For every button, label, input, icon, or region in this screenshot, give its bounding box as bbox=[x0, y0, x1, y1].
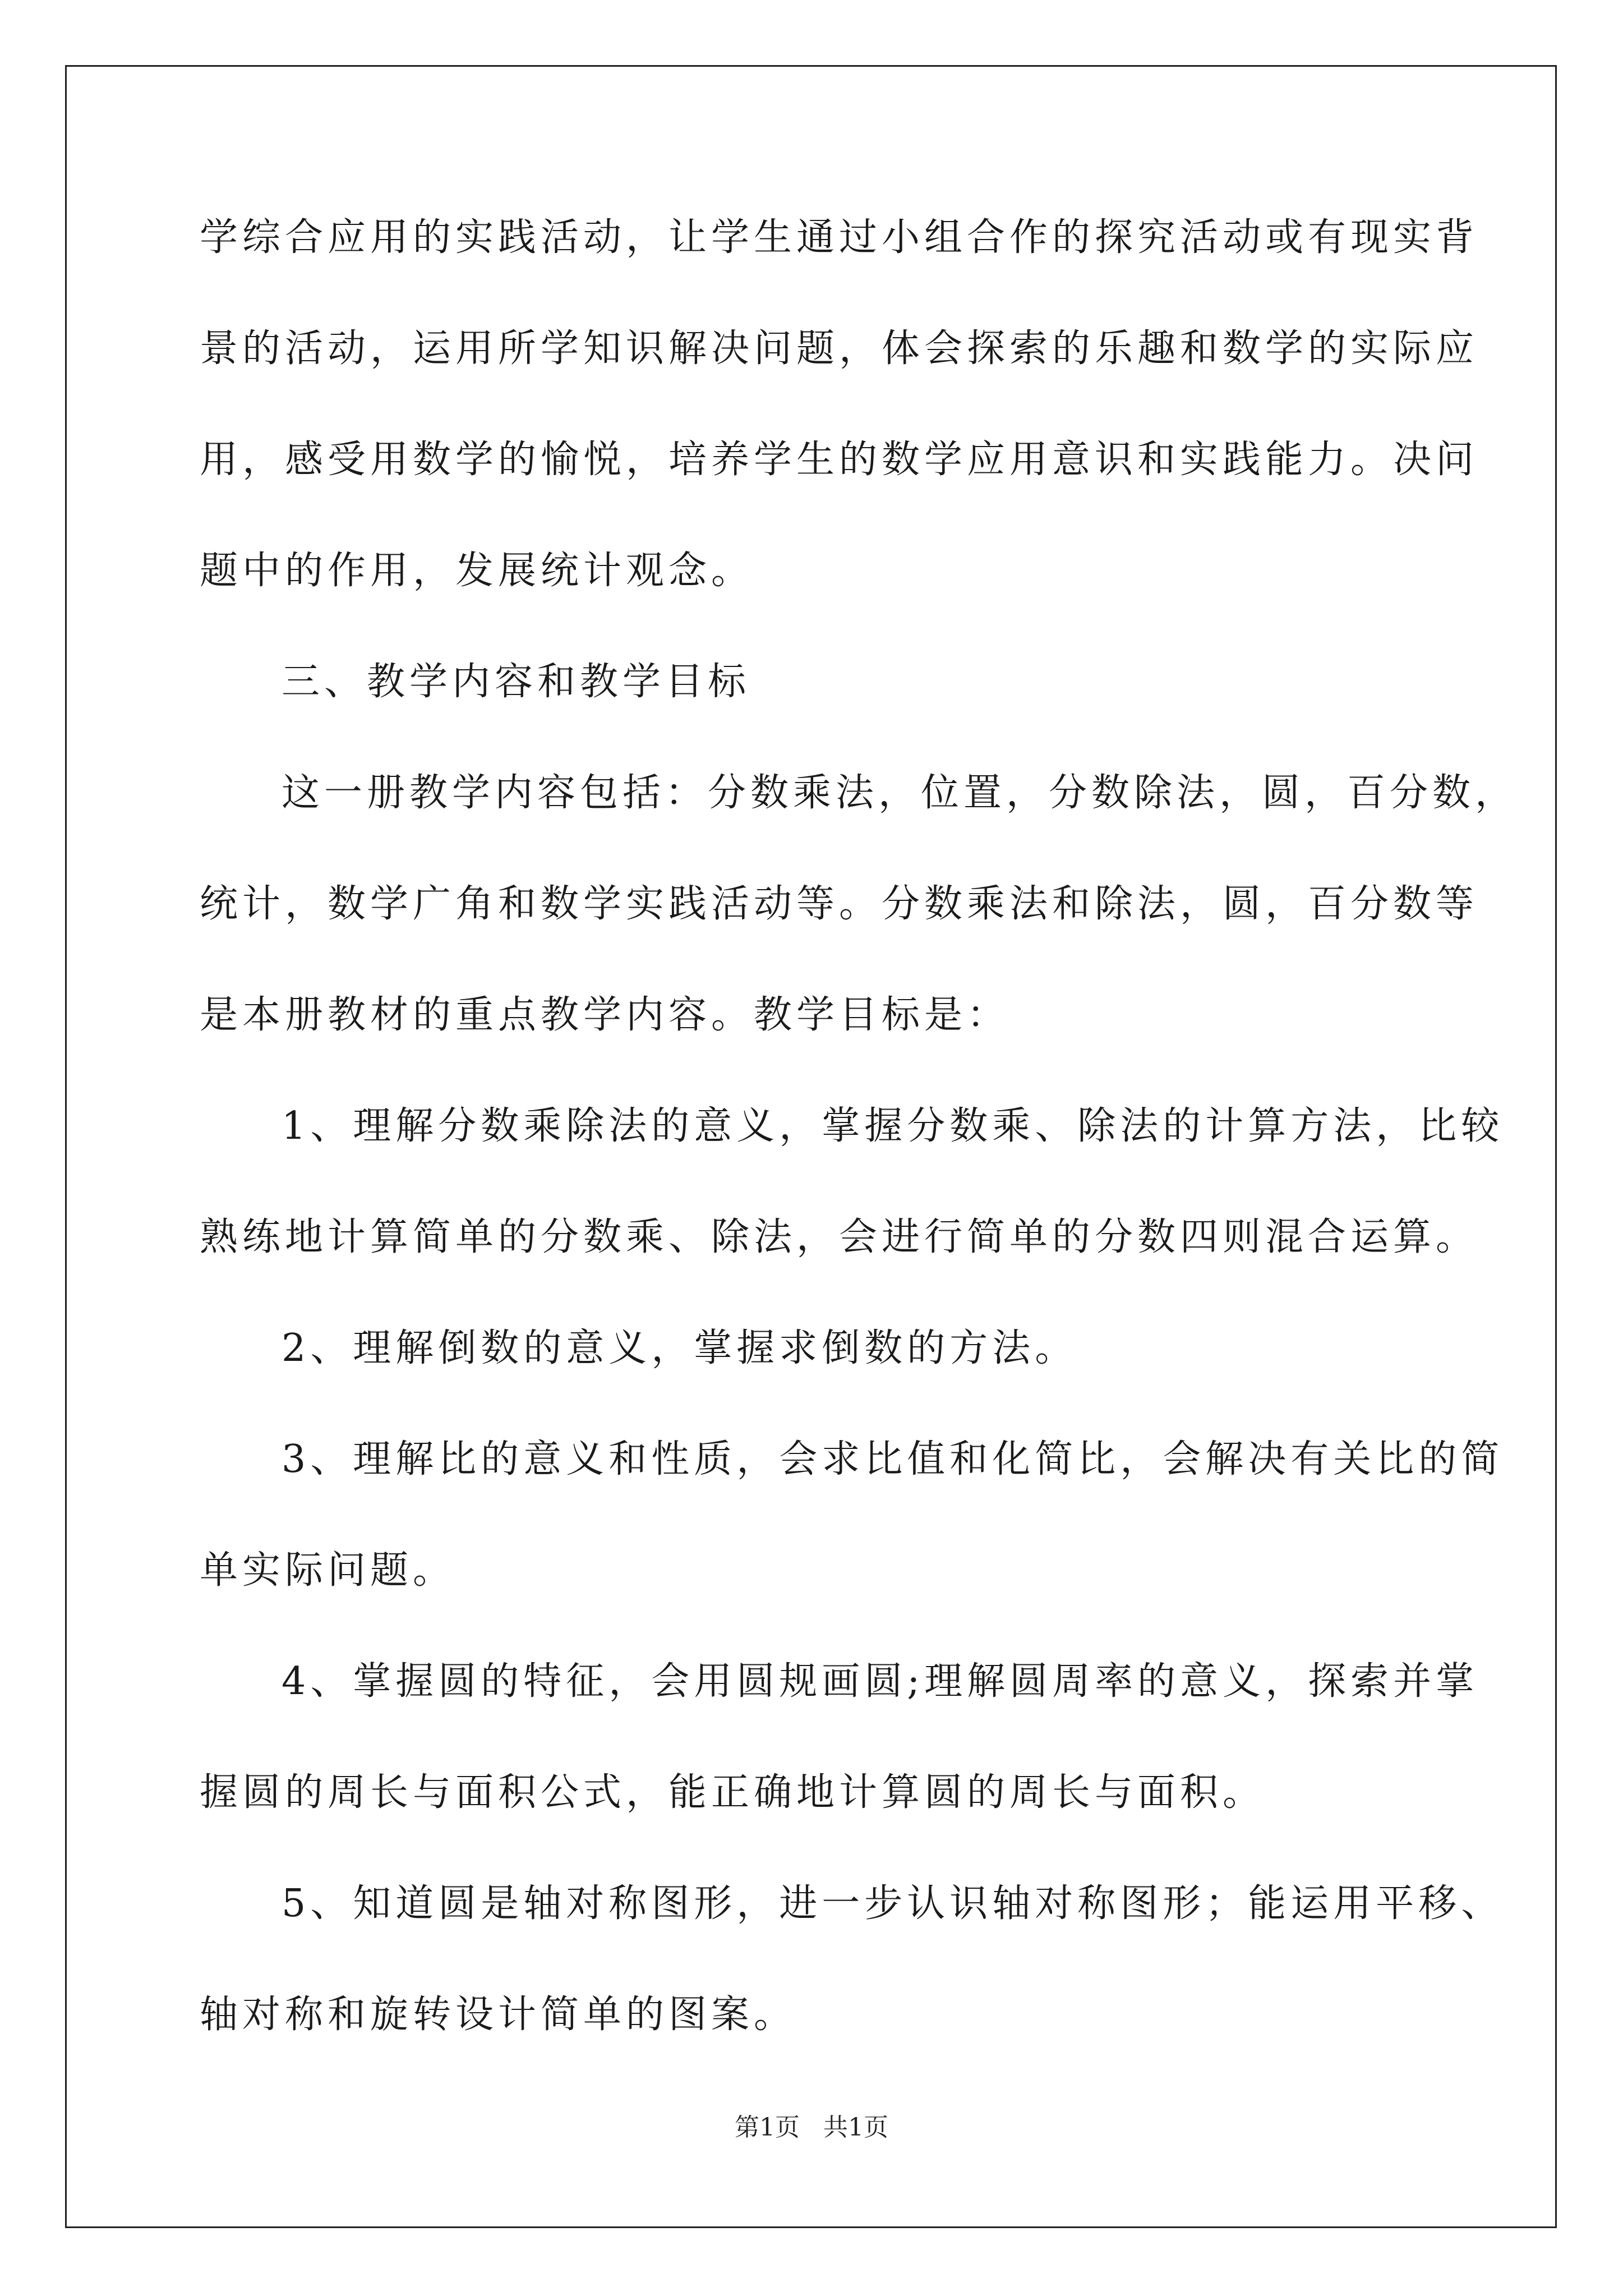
text-line: 熟练地计算简单的分数乘、除法，会进行简单的分数四则混合运算。 bbox=[200, 1215, 1479, 1259]
text-line: 三、教学内容和教学目标 bbox=[282, 660, 751, 704]
text-line: 1、理解分数乘除法的意义，掌握分数乘、除法的计算方法，比较 bbox=[282, 1104, 1504, 1148]
text-line: 景的活动，运用所学知识解决问题，体会探索的乐趣和数学的实际应 bbox=[200, 326, 1479, 371]
text-line: 2、理解倒数的意义，掌握求倒数的方法。 bbox=[282, 1326, 1078, 1370]
text-line: 学综合应用的实践活动，让学生通过小组合作的探究活动或有现实背 bbox=[200, 215, 1479, 260]
text-line: 轴对称和旋转设计简单的图案。 bbox=[200, 1993, 797, 2037]
text-line: 4、掌握圆的特征，会用圆规画圆;理解圆周率的意义，探索并掌 bbox=[282, 1659, 1479, 1704]
text-line: 握圆的周长与面积公式，能正确地计算圆的周长与面积。 bbox=[200, 1770, 1266, 1815]
page-footer: 第1页 共1页 bbox=[735, 2113, 888, 2142]
text-line: 用，感受用数学的愉悦，培养学生的数学应用意识和实践能力。决问 bbox=[200, 438, 1479, 482]
text-line: 单实际问题。 bbox=[200, 1548, 456, 1593]
text-line: 这一册教学内容包括：分数乘法，位置，分数除法，圆，百分数， bbox=[282, 771, 1518, 815]
text-line: 题中的作用，发展统计观念。 bbox=[200, 549, 754, 593]
document-body bbox=[200, 208, 1518, 2096]
text-line: 5、知道圆是轴对称图形，进一步认识轴对称图形；能运用平移、 bbox=[282, 1881, 1504, 1926]
text-line: 是本册教材的重点教学内容。教学目标是： bbox=[200, 993, 1010, 1037]
text-line: 统计，数学广角和数学实践活动等。分数乘法和除法，圆，百分数等 bbox=[200, 882, 1479, 926]
text-line: 3、理解比的意义和性质，会求比值和化简比，会解决有关比的简 bbox=[282, 1437, 1504, 1481]
